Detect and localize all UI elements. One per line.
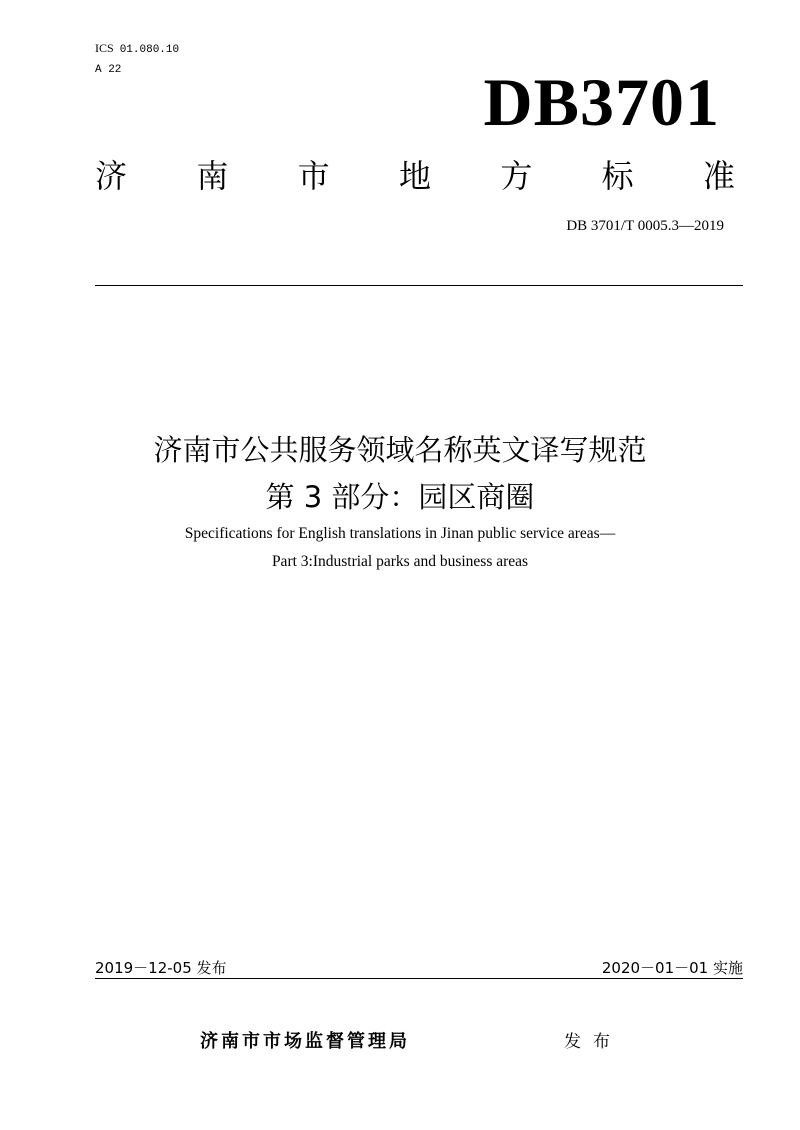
category-code: A 22 <box>95 64 122 76</box>
standard-type-char: 方 <box>500 157 533 195</box>
ics-code: 01.080.10 <box>119 44 180 56</box>
ics-classification <box>95 41 179 57</box>
standard-number: DB 3701/T 0005.3—2019 <box>566 218 724 234</box>
issue-date: 2019－12-05 发布 <box>95 959 227 977</box>
title-english-line-2: Part 3:Industrial parks and business areas <box>271 553 529 570</box>
header-divider <box>95 285 743 286</box>
publish-label: 发布 <box>564 1032 622 1052</box>
footer-divider <box>95 978 743 979</box>
implementation-date: 2020－01－01 实施 <box>601 959 743 977</box>
standard-type-char: 济 <box>95 157 128 195</box>
title-chinese-line-2: 第 3 部分：园区商圈 <box>265 480 535 514</box>
standard-type <box>95 156 735 196</box>
publisher: 济南市市场监督管理局 <box>200 1031 410 1052</box>
standard-type-char: 南 <box>196 157 229 195</box>
db-logo: DB3701 <box>483 64 720 140</box>
standard-type-char: 市 <box>297 157 330 195</box>
standard-type-char: 地 <box>398 157 431 195</box>
title-english-line-1: Specifications for English translations in Jinan public service areas— <box>184 525 616 542</box>
ics-label: ICS <box>95 41 114 55</box>
standard-type-char: 准 <box>702 157 735 195</box>
standard-type-char: 标 <box>601 157 634 195</box>
title-chinese-line-1: 济南市公共服务领域名称英文译写规范 <box>153 433 647 467</box>
